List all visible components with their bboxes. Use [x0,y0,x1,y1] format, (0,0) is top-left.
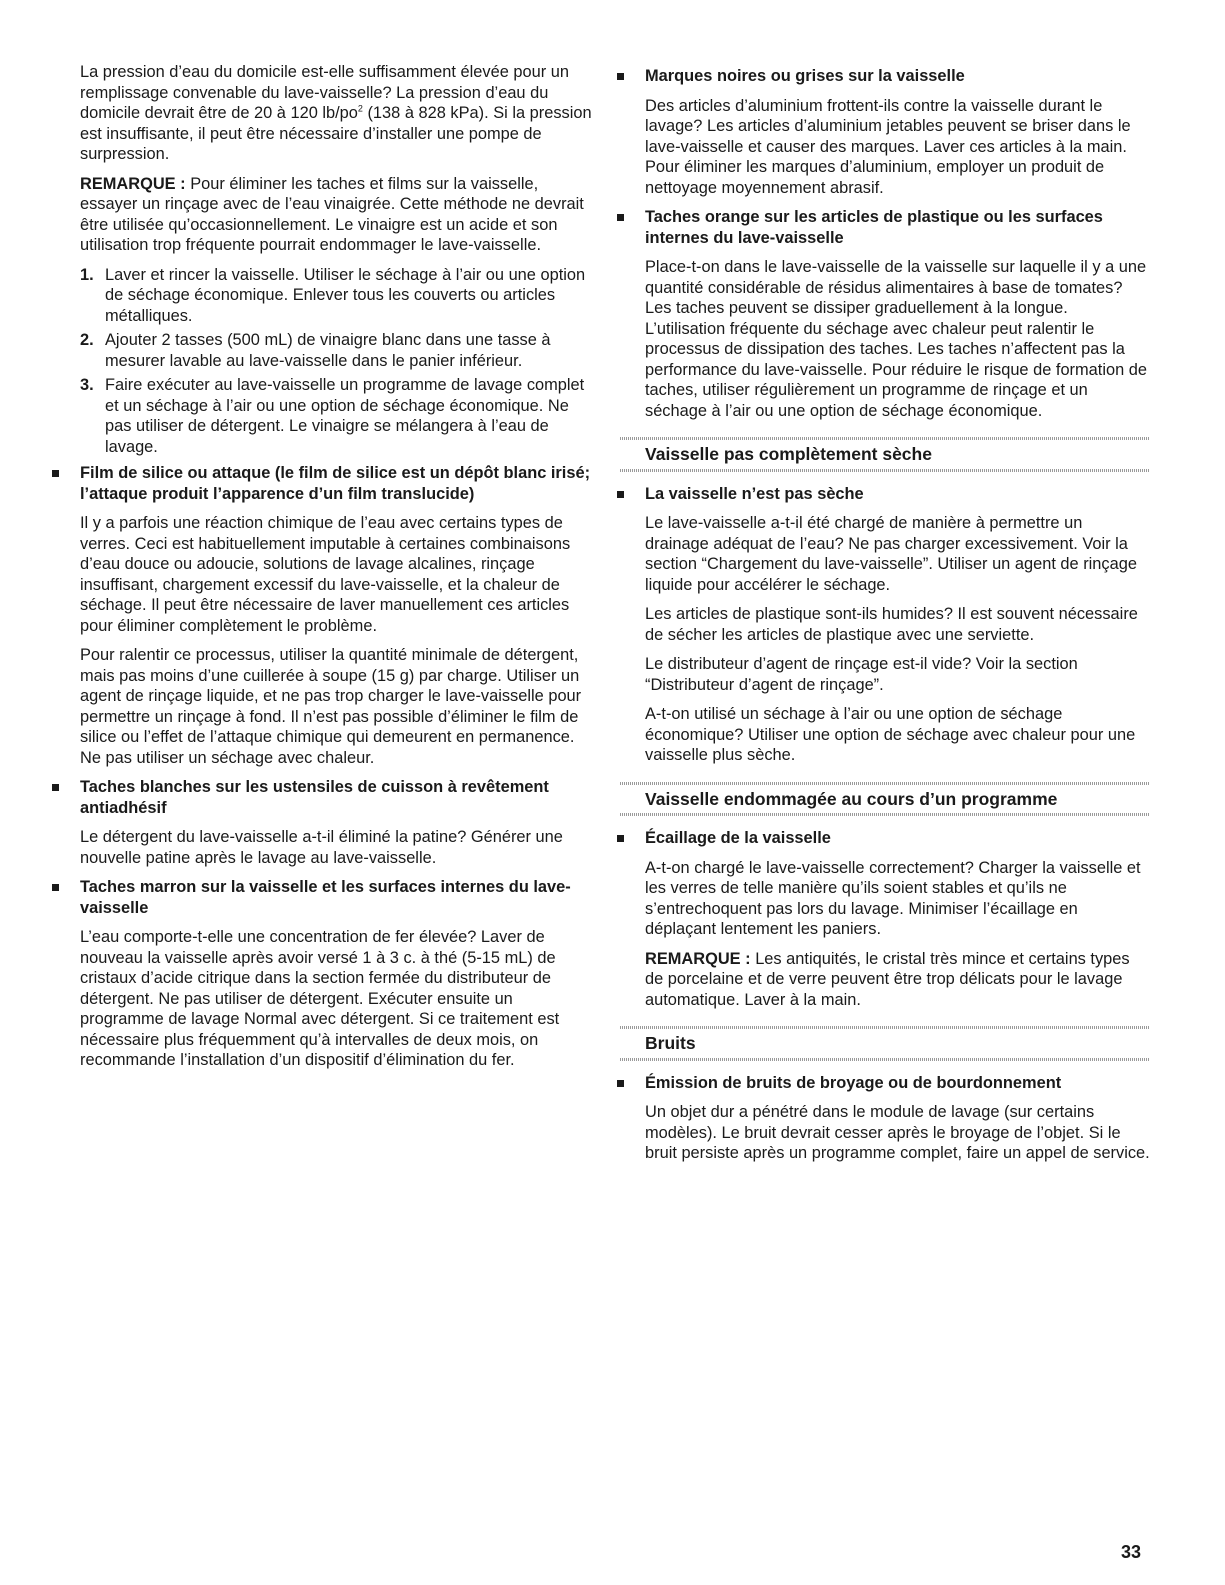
intro-paragraph: La pression d’eau du domicile est-elle suffisamment élevée pour un remplissage convenable du lave-vaisselle? La pression d’eau du domicile devrait être de 20 à 120 $lb/po^2$ (138 à 828 kPa). Si la pression est insuffisante, il peut être nécessaire d’installer une pompe de surpression. [80,63,592,163]
section-heading-noise: Bruits [620,1026,1150,1061]
list-item: 3. Faire exécuter au lave-vaisselle un programme de lavage complet et un séchage à l’air ou une option de séchage économique. Ne pas utiliser de détergent. Le vinaigre se mélangera à l’eau de lavage. [80,376,585,456]
note-label: REMARQUE : [80,174,186,193]
brown-stains-paragraph: L’eau comporte-t-elle une concentration de fer élevée? Laver de nouveau la vaisselle après avoir versé 1 à 3 c. à thé (5-15 mL) de cristaux d’acide citrique dans la section fermée du distributeur de détergent. Ne pas utiliser de détergent. Exécuter ensuite un programme de lavage Normal avec détergent. Si ce traitement est nécessaire plus fréquemment qu’à intervalles de deux mois, on recommande l’installation d’un dispositif d’élimination du fer. [80,928,560,1069]
note-paragraph: REMARQUE : Pour éliminer les taches et films sur la vaisselle, essayer un rinçage avec de l’eau vinaigrée. Cette méthode ne devrait être utilisée qu’occasionnellement. Le vinaigre est un acide et son utilisation trop fréquente pourrait endommager le lave-vaisselle. [80,174,584,254]
orange-stains-paragraph: Place-t-on dans le lave-vaisselle de la vaisselle sur laquelle il y a une quantité considérable de résidus alimentaires à base de tomates? Les taches peuvent se dissiper graduellement à la longue. L’utilisation fréquente du séchage avec chaleur peut ralentir le processus de dissipation des taches. Les taches n’affectent pas la performance du lave-vaisselle. Pour réduire le risque de formation de taches, utiliser régulièrement un programme de rinçage et un séchage à l’air ou une option de séchage économique. [645,258,1147,420]
chipping-paragraph: A-t-on chargé le lave-vaisselle correctement? Charger la vaisselle et les verres de telle manière qu’ils soient stables et qu’ils ne s’entrechoquent pas lors du lavage. Minimiser l’écaillage en déplaçant lentement les paniers. [645,858,1141,938]
bullet-square-icon [617,73,624,80]
right-column [620,62,1150,1173]
black-marks-heading: Marques noires ou grises sur la vaisselle [620,66,1150,87]
chipping-note: REMARQUE : Les antiquités, le cristal très mince et certains types de porcelaine et de verre peuvent être trop délicats pour le lavage automatique. Laver à la main. [645,949,1130,1009]
noise-paragraph: Un objet dur a pénétré dans le module de lavage (sur certains modèles). Le bruit devrait cesser après le broyage de l’objet. Si le bruit persiste après un programme complet, faire un appel de service. [645,1103,1150,1162]
bullet-square-icon [617,491,624,498]
white-stains-heading: Taches blanches sur les ustensiles de cuisson à revêtement antiadhésif [55,777,592,818]
chipping-heading: Écaillage de la vaisselle [620,828,1150,849]
note-label: REMARQUE : [645,949,751,968]
film-heading: Film de silice ou attaque (le film de silice est un dépôt blanc irisé; l’attaque produit l’apparence d’un film translucide) [55,463,592,504]
film-paragraph-1: Il y a parfois une réaction chimique de l’eau avec certains types de verres. Ceci est habituellement imputable à certaines combinaisons d’eau douce ou adoucie, solutions de lavage alcalines, rinçage insuffisant, chargement excessif du lave-vaisselle, et la chaleur de séchage. Il peut être nécessaire de laver manuellement ces articles pour éliminer complètement le problème. [80,514,571,635]
dry-paragraph-1: Le lave-vaisselle a-t-il été chargé de manière à permettre un drainage adéquat de l’eau? Ne pas charger excessivement. Voir la section “Chargement du lave-vaisselle”. Utiliser un agent de rinçage liquide pour accélérer le séchage. [645,514,1137,594]
brown-stains-heading: Taches marron sur la vaisselle et les surfaces internes du lave-vaisselle [55,877,592,918]
black-marks-paragraph: Des articles d’aluminium frottent-ils contre la vaisselle durant le lavage? Les articles d’aluminium jetables peuvent se briser dans le lave-vaisselle et causer des marques. Laver ces articles à la main. Pour éliminer les marques d’aluminium, employer un produit de nettoyage moyennement abrasif. [645,96,1131,197]
section-heading-damaged: Vaisselle endommagée au cours d’un programme [620,782,1150,817]
bullet-square-icon [52,784,59,791]
bullet-square-icon [617,835,624,842]
dry-paragraph-4: A-t-on utilisé un séchage à l’air ou une option de séchage économique? Utiliser une option de séchage avec chaleur pour une vaisselle plus sèche. [645,705,1136,764]
dry-paragraph-2: Les articles de plastique sont-ils humides? Il est souvent nécessaire de sécher les articles de plastique avec une serviette. [645,605,1138,644]
not-dry-heading: La vaisselle n’est pas sèche [620,484,1150,505]
list-item: 2. Ajouter 2 tasses (500 mL) de vinaigre blanc dans une tasse à mesurer lavable au lave-vaisselle dans le panier inférieur. [80,331,551,370]
bullet-square-icon [617,1080,624,1087]
film-paragraph-2: Pour ralentir ce processus, utiliser la quantité minimale de détergent, mais pas moins d’une cuillerée à soupe (15 g) par charge. Utiliser un agent de rinçage liquide, et ne pas trop charger le lave-vaisselle pour permettre un rinçage à fond. Il n’est pas possible d’éliminer le film de silice ou l’effet de l’attaque chimique qui demeurent en permanence. Ne pas utiliser un séchage avec chaleur. [80,646,582,767]
page-number: 33 [1120,1542,1141,1562]
bullet-square-icon [52,470,59,477]
section-heading-dry: Vaisselle pas complètement sèche [620,437,1150,472]
superscript: 2 [357,103,363,114]
left-column [80,62,592,1080]
steps-list [80,265,592,458]
bullet-square-icon [52,884,59,891]
bullet-square-icon [617,214,624,221]
white-stains-paragraph: Le détergent du lave-vaisselle a-t-il éliminé la patine? Générer une nouvelle patine après le lavage au lave-vaisselle. [80,828,563,867]
dry-paragraph-3: Le distributeur d’agent de rinçage est-il vide? Voir la section “Distributeur d’agent de rinçage”. [645,655,1078,694]
noise-heading: Émission de bruits de broyage ou de bourdonnement [620,1073,1150,1094]
orange-stains-heading: Taches orange sur les articles de plastique ou les surfaces internes du lave-vaisselle [620,207,1150,248]
list-item: 1. Laver et rincer la vaisselle. Utiliser le séchage à l’air ou une option de séchage économique. Enlever tous les couverts ou articles métalliques. [80,265,586,325]
